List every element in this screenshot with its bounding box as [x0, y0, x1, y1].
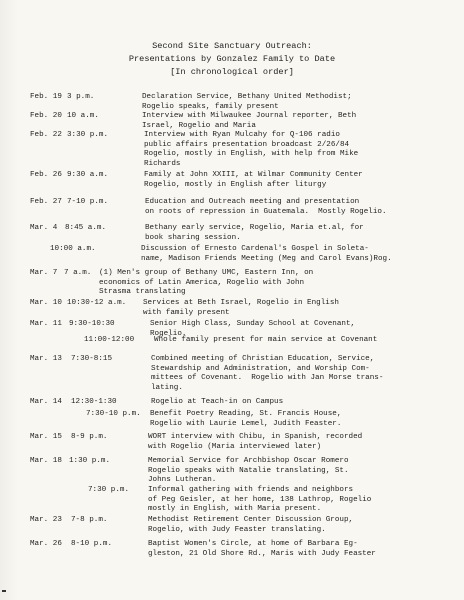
entry-description: [99, 269, 313, 298]
entry-description-line: Benefit Poetry Reading, St. Francis House,: [150, 410, 342, 418]
entry-description-line: Declaration Service, Bethany United Methodist;: [142, 93, 352, 101]
document-header: [0, 40, 464, 79]
entry-description: [148, 486, 371, 515]
entry-description-line: Stewardship and Administration, and Worship Com-: [151, 364, 370, 373]
entry-description: [150, 410, 341, 429]
entry-time: 12:30-1:30: [71, 398, 117, 406]
entry-date: Mar. 23: [30, 516, 62, 524]
entry-description: [145, 198, 387, 217]
entry-date: Mar. 18: [30, 457, 62, 465]
entry-time: 10:00 a.m.: [50, 245, 96, 253]
entry-date: Mar. 10: [30, 299, 62, 307]
entry-description: [148, 457, 349, 486]
entry-description-line: name, Madison Friends Meeting (Meg and Carol Evans)Rog.: [141, 254, 392, 263]
entry-date: Mar. 26: [30, 540, 62, 548]
entry-description-line: Informal gathering with friends and neighbors: [148, 486, 354, 494]
entry-description-line: mittees of Covenant. Rogelio with Jan Morse trans-: [151, 374, 384, 383]
entry-date: Mar. 15: [30, 433, 62, 441]
entry-time: 10 a.m.: [67, 112, 99, 120]
entry-description: [148, 433, 362, 452]
entry-description-line: Rogelio speaks with Natalie translating, St.: [148, 466, 349, 475]
entry-time: 1:30 p.m.: [69, 457, 111, 465]
entry-date: Feb. 19: [30, 93, 62, 101]
entry-time: 7-8 p.m.: [71, 516, 108, 524]
header-title: Second Site Sanctuary Outreach:: [152, 41, 312, 51]
entry-time: 3 p.m.: [67, 93, 95, 101]
entry-description-line: lating.: [151, 383, 183, 392]
entry-date: Feb. 27: [30, 198, 62, 206]
header-subtitle: Presentations by Gonzalez Family to Date: [128, 54, 336, 64]
entry-description-line: Richards: [144, 159, 181, 168]
entry-description-line: Combined meeting of Christian Education, Service,: [151, 355, 375, 363]
entry-description-line: with family present: [143, 308, 230, 317]
entry-date: Mar. 14: [30, 398, 62, 406]
margin-mark: [2, 590, 6, 592]
entry-description-line: Methodist Retirement Center Discussion Group,: [148, 516, 354, 524]
entry-date: Feb. 20: [30, 112, 62, 120]
entry-description-line: Rogelio with Laurie Lemel, Judith Feaster.: [150, 419, 342, 428]
entry-date: Mar. 13: [30, 355, 62, 363]
entry-description-line: Rogelio at Teach-in on Campus: [151, 398, 284, 406]
entry-date: Mar. 7: [30, 269, 58, 277]
entry-description: [148, 516, 353, 535]
entry-description-line: book sharing session.: [145, 233, 241, 242]
entry-time: 7 a.m.: [64, 269, 92, 277]
entry-time: 7:30-8:15: [71, 355, 113, 363]
entry-time: 8-9 p.m.: [71, 433, 108, 441]
entry-description-line: Israel, Rogelio and Maria: [142, 121, 256, 130]
entry-description-line: economics of Latin America, Rogelio with John: [99, 278, 305, 287]
entry-description-line: with Rogelio (Maria interviewed later): [148, 442, 322, 451]
entry-description-line: Rogelio speaks, family present: [142, 102, 279, 111]
entry-description-line: mostly in English, with Maria present.: [148, 505, 322, 514]
entry-time: 7:30 p.m.: [88, 486, 130, 494]
entry-date: Feb. 22: [30, 131, 62, 139]
entry-description-line: WORT interview with Chibu, in Spanish, recorded: [148, 433, 363, 441]
entry-description-line: Memorial Service for Archbishop Oscar Romero: [148, 457, 349, 465]
entry-description: [154, 336, 377, 346]
entry-description: [151, 355, 383, 393]
entry-description: [143, 299, 339, 318]
entry-description: [144, 131, 358, 169]
entry-time: 3:30 p.m.: [67, 131, 109, 139]
entry-description-line: Whole family present for main service at Covenant: [154, 336, 378, 344]
entry-description-line: Bethany early service, Rogelio, Maria et.al, for: [145, 224, 364, 232]
entry-description-line: Rogelio.: [150, 329, 187, 338]
entry-date: Mar. 4: [30, 224, 58, 232]
entry-time: 10:30-12 a.m.: [67, 299, 127, 307]
entry-description-line: Rogelio, mostly in English after liturgy: [144, 180, 327, 189]
entry-description-line: Discussion of Ernesto Cardenal's Gospel in Soleta-: [141, 245, 369, 253]
entry-time: 8-10 p.m.: [71, 540, 113, 548]
entry-description: [144, 171, 363, 190]
entry-description-line: Rogelio, mostly in English, with help from Mike: [144, 150, 359, 159]
entry-description-line: Interview with Milwaukee Journal reporter, Beth: [142, 112, 357, 120]
entry-time: 9:30-10:30: [69, 320, 115, 328]
entry-time: 7:30-10 p.m.: [86, 410, 141, 418]
entry-description-line: Johns Lutheran.: [148, 476, 217, 485]
entry-description-line: Strasma translating: [99, 288, 186, 297]
entry-description-line: Rogelio, with Judy Feaster translating.: [148, 525, 326, 534]
entry-description-line: Family at John XXIII, at Wilmar Community Center: [144, 171, 363, 179]
entry-description: [142, 112, 356, 131]
entry-time: 11:00-12:00: [84, 336, 135, 344]
entry-description-line: of Peg Geisler, at her home, 138 Lathrop, Rogelio: [148, 495, 372, 504]
entry-time: 7-10 p.m.: [67, 198, 109, 206]
entry-description: [141, 245, 392, 264]
entry-description-line: (1) Men's group of Bethany UMC, Eastern Inn, on: [99, 269, 314, 277]
entry-description-line: Education and Outreach meeting and presentation: [145, 198, 360, 206]
entry-description-line: on roots of repression in Guatemala. Mostly Rogelio.: [145, 207, 387, 216]
entry-time: 9:30 a.m.: [67, 171, 109, 179]
entry-date: Mar. 11: [30, 320, 62, 328]
entry-time: 8:45 a.m.: [65, 224, 107, 232]
entry-description-line: Interview with Ryan Mulcahy for Q-106 radio: [144, 131, 340, 139]
entry-description: [148, 540, 376, 559]
entry-description-line: Services at Beth Israel, Rogelio in English: [143, 299, 339, 307]
entry-description-line: Senior High Class, Sunday School at Covenant,: [150, 320, 356, 328]
entry-description: [151, 398, 283, 408]
header-note: [In chronological order]: [170, 67, 294, 77]
entry-description-line: Baptist Women's Circle, at home of Barbara Eg-: [148, 540, 358, 548]
entry-date: Feb. 26: [30, 171, 62, 179]
entry-description: [142, 93, 352, 112]
entry-description-line: gleston, 21 Old Shore Rd., Maris with Judy Feaster: [148, 549, 376, 558]
entry-description-line: public affairs presentation broadcast 2/26/84: [144, 140, 350, 149]
entry-description: [145, 224, 364, 243]
